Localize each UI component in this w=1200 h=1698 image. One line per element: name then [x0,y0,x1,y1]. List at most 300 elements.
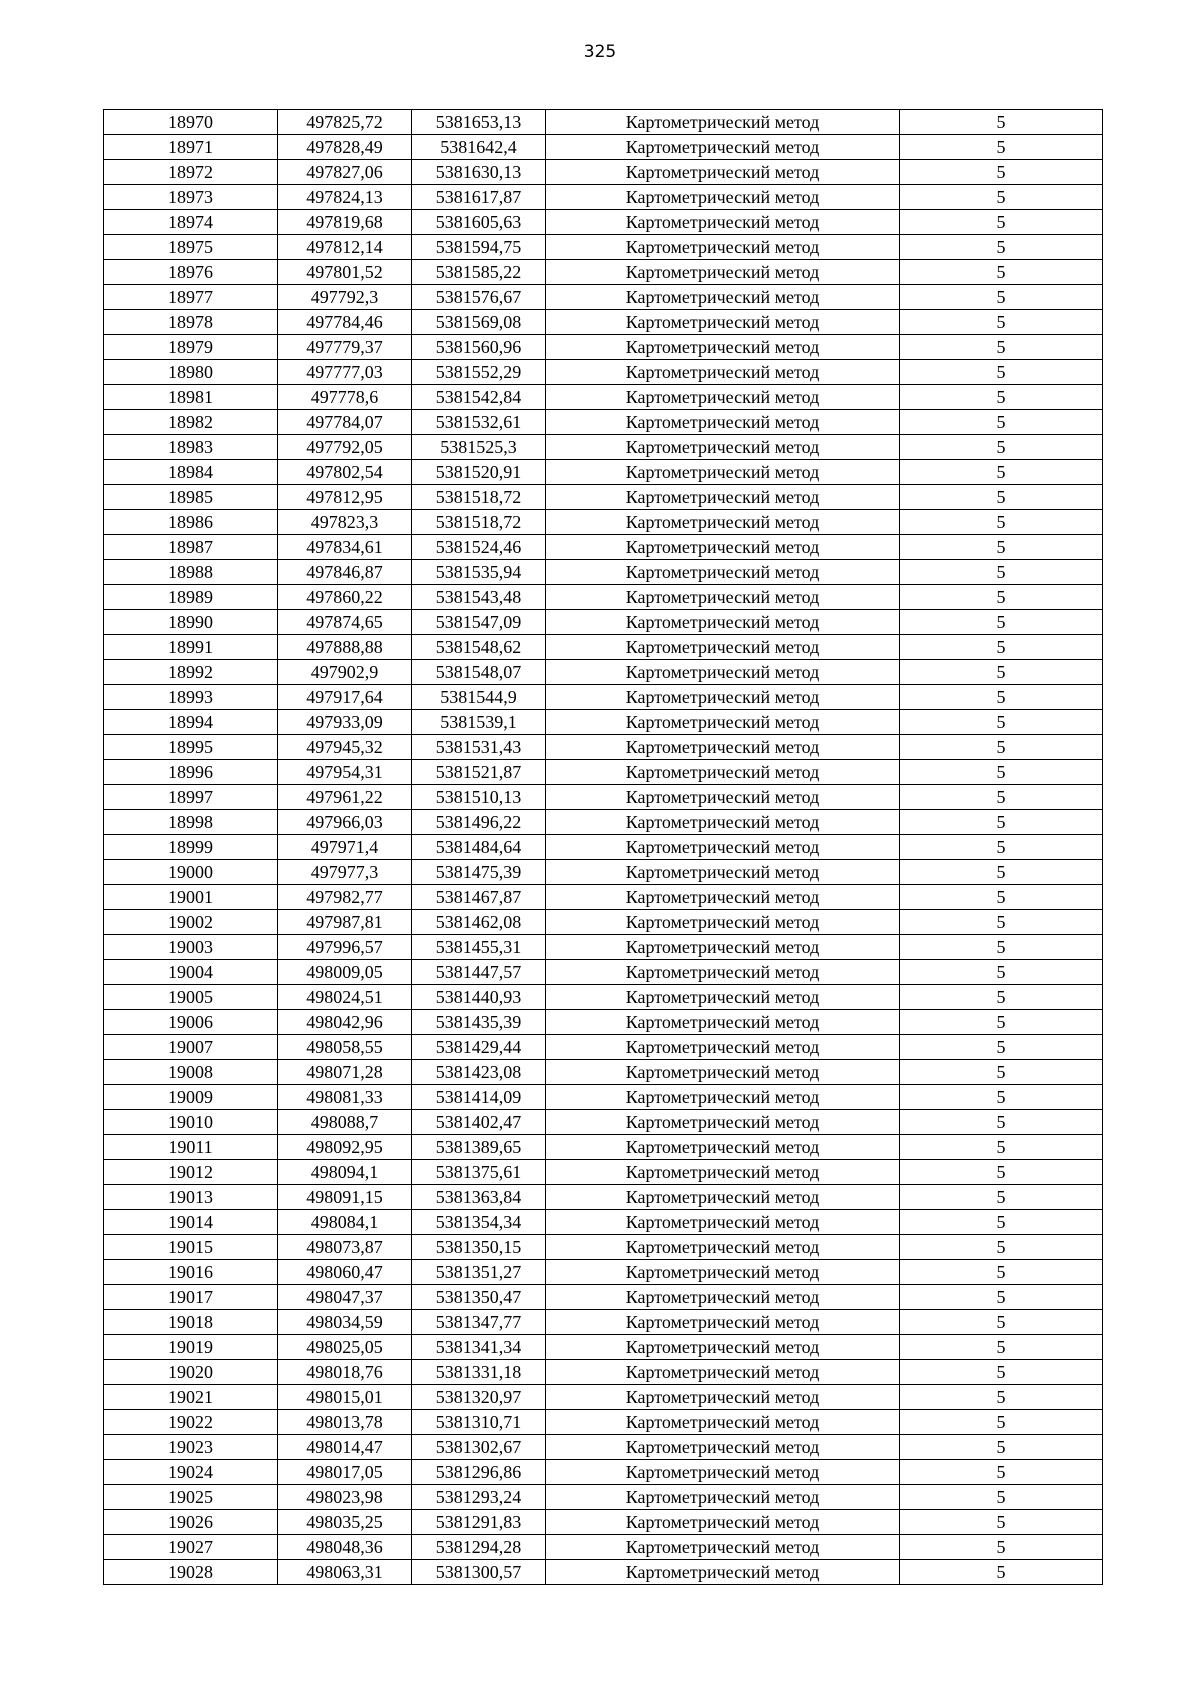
accuracy-cell: 5 [900,1035,1103,1060]
method-cell: Картометрический метод [546,760,900,785]
method-cell: Картометрический метод [546,535,900,560]
table-row [104,485,1103,510]
point-number-cell: 18998 [104,810,278,835]
x-coordinate-cell: 497784,46 [278,310,412,335]
accuracy-cell: 5 [900,810,1103,835]
table-row [104,1035,1103,1060]
table-row [104,235,1103,260]
table-row [104,735,1103,760]
x-coordinate-cell: 497846,87 [278,560,412,585]
accuracy-cell: 5 [900,1235,1103,1260]
coordinates-table [103,109,1103,1585]
table-row [104,185,1103,210]
y-coordinate-cell: 5381642,4 [412,135,546,160]
method-cell: Картометрический метод [546,1160,900,1185]
y-coordinate-cell: 5381510,13 [412,785,546,810]
accuracy-cell: 5 [900,1360,1103,1385]
table-row [104,1385,1103,1410]
method-cell: Картометрический метод [546,810,900,835]
y-coordinate-cell: 5381429,44 [412,1035,546,1060]
x-coordinate-cell: 498088,7 [278,1110,412,1135]
table-row [104,1460,1103,1485]
accuracy-cell: 5 [900,1535,1103,1560]
method-cell: Картометрический метод [546,910,900,935]
table-row [104,685,1103,710]
point-number-cell: 19014 [104,1210,278,1235]
y-coordinate-cell: 5381531,43 [412,735,546,760]
point-number-cell: 18983 [104,435,278,460]
table-row [104,1360,1103,1385]
accuracy-cell: 5 [900,1310,1103,1335]
method-cell: Картометрический метод [546,435,900,460]
method-cell: Картометрический метод [546,1485,900,1510]
point-number-cell: 18994 [104,710,278,735]
point-number-cell: 19004 [104,960,278,985]
point-number-cell: 18993 [104,685,278,710]
x-coordinate-cell: 498073,87 [278,1235,412,1260]
point-number-cell: 18996 [104,760,278,785]
x-coordinate-cell: 497902,9 [278,660,412,685]
y-coordinate-cell: 5381547,09 [412,610,546,635]
table-row [104,660,1103,685]
y-coordinate-cell: 5381548,62 [412,635,546,660]
table-row [104,1335,1103,1360]
point-number-cell: 18980 [104,360,278,385]
method-cell: Картометрический метод [546,110,900,135]
x-coordinate-cell: 498014,47 [278,1435,412,1460]
method-cell: Картометрический метод [546,1310,900,1335]
table-row [104,1560,1103,1585]
accuracy-cell: 5 [900,310,1103,335]
y-coordinate-cell: 5381296,86 [412,1460,546,1485]
accuracy-cell: 5 [900,935,1103,960]
point-number-cell: 19016 [104,1260,278,1285]
table-row [104,1185,1103,1210]
y-coordinate-cell: 5381569,08 [412,310,546,335]
y-coordinate-cell: 5381389,65 [412,1135,546,1160]
y-coordinate-cell: 5381518,72 [412,510,546,535]
table-row [104,985,1103,1010]
table-row [104,1310,1103,1335]
accuracy-cell: 5 [900,335,1103,360]
x-coordinate-cell: 497823,3 [278,510,412,535]
method-cell: Картометрический метод [546,210,900,235]
table-row [104,1510,1103,1535]
point-number-cell: 18990 [104,610,278,635]
accuracy-cell: 5 [900,285,1103,310]
y-coordinate-cell: 5381496,22 [412,810,546,835]
table-row [104,1410,1103,1435]
y-coordinate-cell: 5381524,46 [412,535,546,560]
y-coordinate-cell: 5381617,87 [412,185,546,210]
table-row [104,360,1103,385]
x-coordinate-cell: 497792,05 [278,435,412,460]
y-coordinate-cell: 5381293,24 [412,1485,546,1510]
x-coordinate-cell: 497860,22 [278,585,412,610]
point-number-cell: 19009 [104,1085,278,1110]
accuracy-cell: 5 [900,1485,1103,1510]
y-coordinate-cell: 5381539,1 [412,710,546,735]
table-row [104,860,1103,885]
method-cell: Картометрический метод [546,860,900,885]
accuracy-cell: 5 [900,385,1103,410]
table-row [104,160,1103,185]
accuracy-cell: 5 [900,485,1103,510]
accuracy-cell: 5 [900,1160,1103,1185]
x-coordinate-cell: 498035,25 [278,1510,412,1535]
method-cell: Картометрический метод [546,335,900,360]
method-cell: Картометрический метод [546,1385,900,1410]
method-cell: Картометрический метод [546,410,900,435]
point-number-cell: 19019 [104,1335,278,1360]
point-number-cell: 19012 [104,1160,278,1185]
y-coordinate-cell: 5381302,67 [412,1435,546,1460]
point-number-cell: 19027 [104,1535,278,1560]
x-coordinate-cell: 498084,1 [278,1210,412,1235]
table-row [104,460,1103,485]
method-cell: Картометрический метод [546,1460,900,1485]
y-coordinate-cell: 5381525,3 [412,435,546,460]
point-number-cell: 18974 [104,210,278,235]
y-coordinate-cell: 5381576,67 [412,285,546,310]
table-row [104,1060,1103,1085]
point-number-cell: 18971 [104,135,278,160]
table-row [104,960,1103,985]
x-coordinate-cell: 498017,05 [278,1460,412,1485]
point-number-cell: 19021 [104,1385,278,1410]
y-coordinate-cell: 5381331,18 [412,1360,546,1385]
point-number-cell: 18992 [104,660,278,685]
method-cell: Картометрический метод [546,485,900,510]
table-body [104,110,1103,1585]
accuracy-cell: 5 [900,635,1103,660]
method-cell: Картометрический метод [546,1285,900,1310]
accuracy-cell: 5 [900,1210,1103,1235]
accuracy-cell: 5 [900,710,1103,735]
y-coordinate-cell: 5381455,31 [412,935,546,960]
table-row [104,260,1103,285]
table-row [104,285,1103,310]
accuracy-cell: 5 [900,460,1103,485]
accuracy-cell: 5 [900,1560,1103,1585]
point-number-cell: 18985 [104,485,278,510]
table-row [104,785,1103,810]
point-number-cell: 18982 [104,410,278,435]
method-cell: Картометрический метод [546,1435,900,1460]
table-row [104,710,1103,735]
y-coordinate-cell: 5381351,27 [412,1260,546,1285]
x-coordinate-cell: 498042,96 [278,1010,412,1035]
accuracy-cell: 5 [900,860,1103,885]
x-coordinate-cell: 498048,36 [278,1535,412,1560]
y-coordinate-cell: 5381291,83 [412,1510,546,1535]
table-row [104,560,1103,585]
y-coordinate-cell: 5381532,61 [412,410,546,435]
table-row [104,910,1103,935]
y-coordinate-cell: 5381414,09 [412,1085,546,1110]
method-cell: Картометрический метод [546,1110,900,1135]
method-cell: Картометрический метод [546,260,900,285]
y-coordinate-cell: 5381467,87 [412,885,546,910]
page-number: 325 [583,42,617,62]
method-cell: Картометрический метод [546,1060,900,1085]
table-row [104,535,1103,560]
x-coordinate-cell: 497971,4 [278,835,412,860]
point-number-cell: 18989 [104,585,278,610]
method-cell: Картометрический метод [546,285,900,310]
method-cell: Картометрический метод [546,1135,900,1160]
x-coordinate-cell: 498094,1 [278,1160,412,1185]
point-number-cell: 19013 [104,1185,278,1210]
x-coordinate-cell: 497777,03 [278,360,412,385]
method-cell: Картометрический метод [546,185,900,210]
method-cell: Картометрический метод [546,1185,900,1210]
point-number-cell: 18976 [104,260,278,285]
method-cell: Картометрический метод [546,710,900,735]
y-coordinate-cell: 5381552,29 [412,360,546,385]
table-row [104,1085,1103,1110]
y-coordinate-cell: 5381484,64 [412,835,546,860]
point-number-cell: 18975 [104,235,278,260]
point-number-cell: 19015 [104,1235,278,1260]
y-coordinate-cell: 5381560,96 [412,335,546,360]
accuracy-cell: 5 [900,1010,1103,1035]
point-number-cell: 19003 [104,935,278,960]
method-cell: Картометрический метод [546,1535,900,1560]
method-cell: Картометрический метод [546,635,900,660]
method-cell: Картометрический метод [546,835,900,860]
method-cell: Картометрический метод [546,1335,900,1360]
x-coordinate-cell: 497824,13 [278,185,412,210]
table-row [104,1160,1103,1185]
accuracy-cell: 5 [900,1260,1103,1285]
point-number-cell: 19025 [104,1485,278,1510]
y-coordinate-cell: 5381423,08 [412,1060,546,1085]
point-number-cell: 19023 [104,1435,278,1460]
table-row [104,310,1103,335]
x-coordinate-cell: 498063,31 [278,1560,412,1585]
x-coordinate-cell: 497834,61 [278,535,412,560]
point-number-cell: 19000 [104,860,278,885]
x-coordinate-cell: 497828,49 [278,135,412,160]
y-coordinate-cell: 5381543,48 [412,585,546,610]
method-cell: Картометрический метод [546,1210,900,1235]
table-row [104,510,1103,535]
y-coordinate-cell: 5381548,07 [412,660,546,685]
table-row [104,885,1103,910]
x-coordinate-cell: 497812,95 [278,485,412,510]
x-coordinate-cell: 497933,09 [278,710,412,735]
accuracy-cell: 5 [900,985,1103,1010]
accuracy-cell: 5 [900,1110,1103,1135]
y-coordinate-cell: 5381585,22 [412,260,546,285]
y-coordinate-cell: 5381535,94 [412,560,546,585]
x-coordinate-cell: 498013,78 [278,1410,412,1435]
point-number-cell: 18987 [104,535,278,560]
method-cell: Картометрический метод [546,1035,900,1060]
y-coordinate-cell: 5381320,97 [412,1385,546,1410]
method-cell: Картометрический метод [546,160,900,185]
x-coordinate-cell: 498071,28 [278,1060,412,1085]
point-number-cell: 18978 [104,310,278,335]
accuracy-cell: 5 [900,610,1103,635]
table-row [104,1110,1103,1135]
point-number-cell: 18995 [104,735,278,760]
x-coordinate-cell: 498081,33 [278,1085,412,1110]
table-row [104,810,1103,835]
y-coordinate-cell: 5381402,47 [412,1110,546,1135]
x-coordinate-cell: 497801,52 [278,260,412,285]
y-coordinate-cell: 5381363,84 [412,1185,546,1210]
point-number-cell: 19006 [104,1010,278,1035]
table-row [104,435,1103,460]
point-number-cell: 19002 [104,910,278,935]
point-number-cell: 19011 [104,1135,278,1160]
x-coordinate-cell: 498060,47 [278,1260,412,1285]
x-coordinate-cell: 497792,3 [278,285,412,310]
accuracy-cell: 5 [900,910,1103,935]
x-coordinate-cell: 498009,05 [278,960,412,985]
y-coordinate-cell: 5381440,93 [412,985,546,1010]
y-coordinate-cell: 5381300,57 [412,1560,546,1585]
method-cell: Картометрический метод [546,685,900,710]
method-cell: Картометрический метод [546,785,900,810]
x-coordinate-cell: 497917,64 [278,685,412,710]
method-cell: Картометрический метод [546,960,900,985]
method-cell: Картометрический метод [546,1360,900,1385]
accuracy-cell: 5 [900,1460,1103,1485]
x-coordinate-cell: 497812,14 [278,235,412,260]
table-row [104,210,1103,235]
x-coordinate-cell: 498015,01 [278,1385,412,1410]
point-number-cell: 19020 [104,1360,278,1385]
point-number-cell: 19001 [104,885,278,910]
x-coordinate-cell: 497888,88 [278,635,412,660]
point-number-cell: 19024 [104,1460,278,1485]
point-number-cell: 18977 [104,285,278,310]
point-number-cell: 19026 [104,1510,278,1535]
table-row [104,135,1103,160]
table-row [104,1235,1103,1260]
x-coordinate-cell: 497778,6 [278,385,412,410]
method-cell: Картометрический метод [546,1560,900,1585]
method-cell: Картометрический метод [546,560,900,585]
point-number-cell: 18999 [104,835,278,860]
table-row [104,335,1103,360]
y-coordinate-cell: 5381462,08 [412,910,546,935]
accuracy-cell: 5 [900,1060,1103,1085]
y-coordinate-cell: 5381350,47 [412,1285,546,1310]
y-coordinate-cell: 5381518,72 [412,485,546,510]
x-coordinate-cell: 498092,95 [278,1135,412,1160]
accuracy-cell: 5 [900,235,1103,260]
table-row [104,585,1103,610]
x-coordinate-cell: 497819,68 [278,210,412,235]
y-coordinate-cell: 5381435,39 [412,1010,546,1035]
table-row [104,1135,1103,1160]
accuracy-cell: 5 [900,535,1103,560]
accuracy-cell: 5 [900,410,1103,435]
table-row [104,410,1103,435]
x-coordinate-cell: 497802,54 [278,460,412,485]
y-coordinate-cell: 5381521,87 [412,760,546,785]
y-coordinate-cell: 5381544,9 [412,685,546,710]
table-row [104,1535,1103,1560]
x-coordinate-cell: 498034,59 [278,1310,412,1335]
accuracy-cell: 5 [900,585,1103,610]
method-cell: Картометрический метод [546,135,900,160]
table-row [104,1210,1103,1235]
accuracy-cell: 5 [900,1335,1103,1360]
accuracy-cell: 5 [900,1285,1103,1310]
method-cell: Картометрический метод [546,735,900,760]
accuracy-cell: 5 [900,1135,1103,1160]
accuracy-cell: 5 [900,1185,1103,1210]
y-coordinate-cell: 5381630,13 [412,160,546,185]
method-cell: Картометрический метод [546,935,900,960]
point-number-cell: 18991 [104,635,278,660]
accuracy-cell: 5 [900,185,1103,210]
y-coordinate-cell: 5381341,34 [412,1335,546,1360]
table-row [104,1285,1103,1310]
x-coordinate-cell: 497874,65 [278,610,412,635]
point-number-cell: 19022 [104,1410,278,1435]
accuracy-cell: 5 [900,210,1103,235]
accuracy-cell: 5 [900,260,1103,285]
accuracy-cell: 5 [900,435,1103,460]
method-cell: Картометрический метод [546,610,900,635]
accuracy-cell: 5 [900,1385,1103,1410]
x-coordinate-cell: 498058,55 [278,1035,412,1060]
x-coordinate-cell: 497779,37 [278,335,412,360]
method-cell: Картометрический метод [546,1235,900,1260]
accuracy-cell: 5 [900,885,1103,910]
table-row [104,835,1103,860]
method-cell: Картометрический метод [546,310,900,335]
table-row [104,1010,1103,1035]
accuracy-cell: 5 [900,835,1103,860]
y-coordinate-cell: 5381520,91 [412,460,546,485]
accuracy-cell: 5 [900,1435,1103,1460]
x-coordinate-cell: 497825,72 [278,110,412,135]
method-cell: Картометрический метод [546,585,900,610]
method-cell: Картометрический метод [546,885,900,910]
table-row [104,635,1103,660]
x-coordinate-cell: 498024,51 [278,985,412,1010]
y-coordinate-cell: 5381605,63 [412,210,546,235]
y-coordinate-cell: 5381347,77 [412,1310,546,1335]
point-number-cell: 19008 [104,1060,278,1085]
x-coordinate-cell: 497996,57 [278,935,412,960]
accuracy-cell: 5 [900,1510,1103,1535]
point-number-cell: 18979 [104,335,278,360]
y-coordinate-cell: 5381542,84 [412,385,546,410]
point-number-cell: 19028 [104,1560,278,1585]
table-row [104,935,1103,960]
x-coordinate-cell: 497827,06 [278,160,412,185]
table-row [104,760,1103,785]
x-coordinate-cell: 497977,3 [278,860,412,885]
x-coordinate-cell: 498023,98 [278,1485,412,1510]
table-row [104,1435,1103,1460]
point-number-cell: 18988 [104,560,278,585]
accuracy-cell: 5 [900,160,1103,185]
point-number-cell: 18997 [104,785,278,810]
accuracy-cell: 5 [900,1085,1103,1110]
accuracy-cell: 5 [900,560,1103,585]
method-cell: Картометрический метод [546,660,900,685]
point-number-cell: 19010 [104,1110,278,1135]
